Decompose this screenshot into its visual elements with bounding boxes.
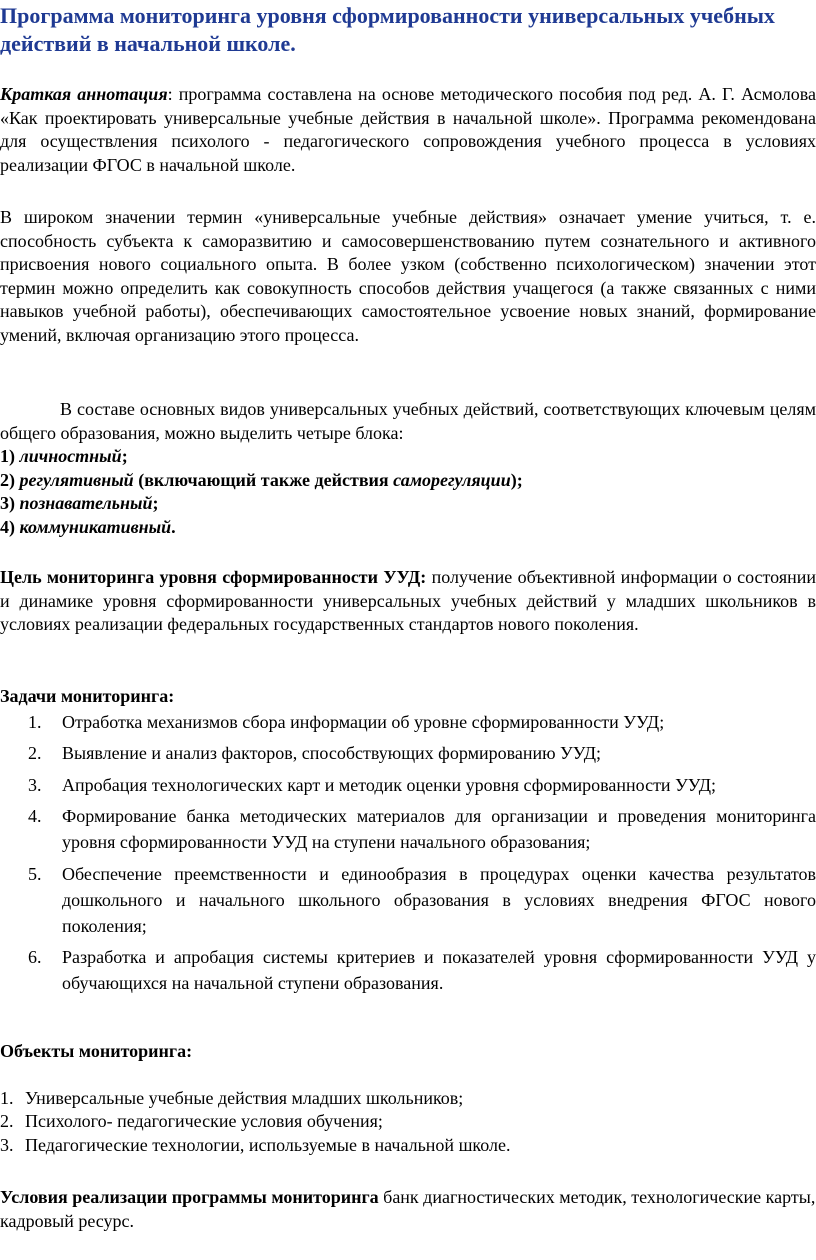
list-item: 3. Педагогические технологии, используемые в начальной школе.: [0, 1134, 511, 1155]
block-item-1: 1) личностный;: [0, 446, 128, 466]
list-item: 5. Обеспечение преемственности и единообразия в процедурах оценки качества результатов дошкольного и начального школьного образования в условиях внедрения ФГОС нового поколения;: [28, 863, 816, 936]
list-item: 2. Психолого- педагогические условия обучения;: [0, 1111, 383, 1131]
objects-section: [0, 1040, 816, 1157]
list-item: 2. Выявление и анализ факторов, способствующих формированию УУД;: [28, 743, 602, 763]
annotation-paragraph: [0, 83, 816, 177]
tasks-section: [0, 685, 816, 1002]
annotation-text: : программа составлена на основе методического пособия под ред. А. Г. Асмолова «Как проектировать универсальные учебные действия в начальной школе». Программа рекомендована для осуществления психолого - педагогического сопровождения учебного процесса в условиях реализации ФГОС в начальной школе.: [0, 84, 816, 175]
list-item: 4. Формирование банка методических материалов для организации и проведения мониторинга уровня сформированности УУД на ступени начального образования;: [28, 806, 816, 852]
list-item: 3. Апробация технологических карт и методик оценки уровня сформированности УУД;: [28, 774, 717, 795]
definition-text: В широком значении термин «универсальные учебные действия» означает умение учиться, т. е. способность субъекта к саморазвитию и самосовершенствованию путем сознательного и активного присвоения нового социального опыта. В более узком (собственно психологическом) значении этот термин можно определить как совокупность способов действия учащегося (а также связанных с ними навыков учебной работы), обеспечивающих самостоятельное усвоение новых знаний, формирование умений, включая организацию этого процесса.: [0, 207, 816, 345]
annotation-label: Краткая аннотация: [0, 84, 168, 104]
block-item-3: 3) познавательный;: [0, 493, 159, 513]
block-item-2: 2) регулятивный (включающий также действия саморегуляции);: [0, 469, 523, 490]
blocks-intro: В составе основных видов универсальных учебных действий, соответствующих ключевым целям общего образования, можно выделить четыре блока:: [0, 399, 816, 443]
objects-heading: Объекты мониторинга:: [0, 1041, 193, 1061]
conditions-label: Условия реализации программы мониторинга: [0, 1187, 379, 1207]
goal-text: получение объективной информации о состоянии и динамике уровня сформированности универсальных учебных действий у младших школьников в условиях реализации федеральных государственных стандартов нового поколения.: [0, 567, 816, 634]
blocks-section: [0, 398, 816, 539]
definition-paragraph: [0, 206, 816, 347]
tasks-heading: Задачи мониторинга:: [0, 686, 175, 706]
conditions-paragraph: [0, 1186, 816, 1233]
document-title: Программа мониторинга уровня сформированности универсальных учебных действий в начальной школе.: [0, 3, 775, 56]
tasks-list: [0, 709, 816, 997]
list-item: 6. Разработка и апробация системы критериев и показателей уровня сформированности УУД у обучающихся на начальной ступени образования.: [28, 947, 816, 993]
objects-list: [0, 1087, 816, 1158]
goal-paragraph: [0, 566, 816, 637]
conditions-text: банк диагностических методик, технологические карты, кадровый ресурс.: [0, 1187, 816, 1231]
goal-label: Цель мониторинга уровня сформированности УУД:: [0, 567, 427, 587]
list-item: 1. Универсальные учебные действия младших школьников;: [0, 1087, 464, 1108]
block-item-4: 4) коммуникативный.: [0, 516, 176, 537]
list-item: 1. Отработка механизмов сбора информации об уровне сформированности УУД;: [28, 711, 665, 732]
